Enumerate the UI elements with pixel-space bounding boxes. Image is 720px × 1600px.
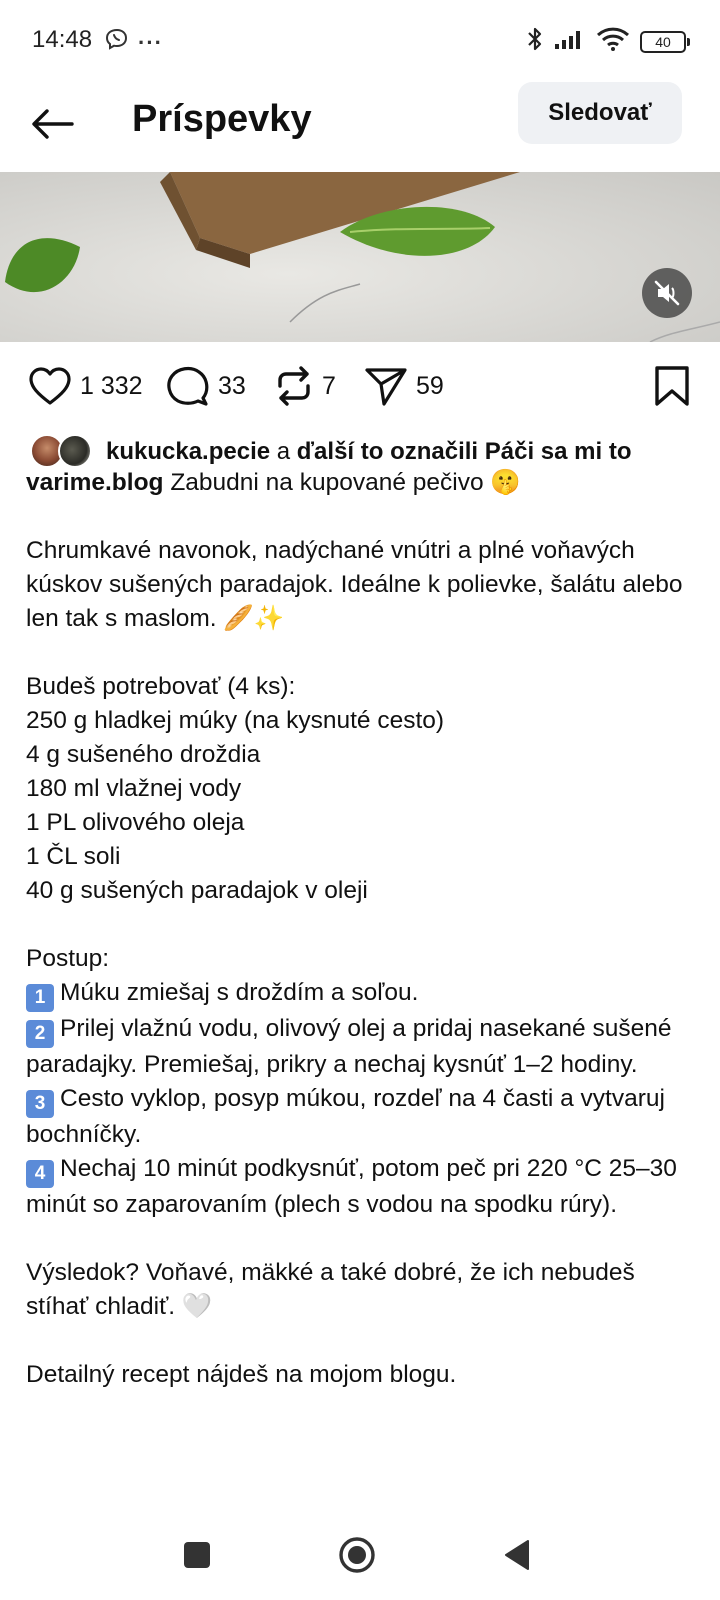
liked-by-username[interactable]: kukucka.pecie <box>106 438 271 465</box>
comment-count: 33 <box>218 371 246 400</box>
repost-button[interactable] <box>274 358 336 414</box>
caption-line: Výsledok? Voňavé, mäkké a také dobré, že ich nebudeš stíhať chladiť. 🤍 <box>26 1259 635 1320</box>
system-back-button[interactable] <box>492 1530 542 1580</box>
status-right-icons <box>526 26 686 57</box>
caption-line <box>26 908 696 942</box>
save-button[interactable] <box>654 358 690 414</box>
caption-line: varime.blog Zabudni na kupované pečivo 🤫 <box>26 469 521 496</box>
repost-count: 7 <box>322 371 336 400</box>
step-line: 3 Cesto vyklop, posyp múkou, rozdeľ na 4 časti a vytvaruj bochníčky. <box>26 1085 665 1148</box>
status-left-icons <box>104 27 163 58</box>
home-circle-icon <box>338 1536 376 1574</box>
post-media-video[interactable] <box>0 172 720 342</box>
caption-line: 4 g sušeného droždia <box>26 741 261 768</box>
comment-bubble-icon <box>166 365 210 407</box>
avatar <box>58 434 92 468</box>
step-number-badge: 2 <box>26 1020 54 1048</box>
caption-line: 1 PL olivového oleja <box>26 809 245 836</box>
bookmark-icon <box>654 365 690 407</box>
battery-icon: 40 <box>640 31 686 53</box>
liked-by-connector: a <box>270 438 297 465</box>
caption-line: 250 g hladkej múky (na kysnuté cesto) <box>26 707 445 734</box>
back-triangle-icon <box>502 1538 532 1572</box>
home-button[interactable] <box>332 1530 382 1580</box>
caption-line <box>26 500 696 534</box>
top-app-bar <box>0 86 720 170</box>
heart-icon <box>28 366 72 406</box>
send-paper-plane-icon <box>364 365 408 407</box>
signal-icon <box>554 28 586 55</box>
bluetooth-icon <box>526 26 544 57</box>
caption-line: Postup: <box>26 945 110 972</box>
step-number-badge: 1 <box>26 984 54 1012</box>
repost-icon <box>274 364 314 408</box>
liked-by-others[interactable]: ďalší to označili Páči sa mi to <box>296 438 632 465</box>
caption-author[interactable]: varime.blog <box>26 469 164 496</box>
step-number-badge: 4 <box>26 1160 54 1188</box>
caption-line: Detailný recept nájdeš na mojom blogu. <box>26 1361 457 1388</box>
square-icon <box>182 1540 212 1570</box>
step-line: 2 Prilej vlažnú vodu, olivový olej a pridaj nasekané sušené paradajky. Premiešaj, prikry a nechaj kysnúť 1–2 hodiny. <box>26 1015 672 1078</box>
more-dots-icon: ··· <box>138 29 163 55</box>
video-frame-image <box>0 172 720 342</box>
status-bar <box>0 0 720 86</box>
post-actions <box>0 358 720 414</box>
caption-line <box>26 636 696 670</box>
caption-line: Budeš potrebovať (4 ks): <box>26 673 296 700</box>
page-title: Príspevky <box>132 98 312 140</box>
comment-button[interactable] <box>166 358 246 414</box>
mute-toggle-button[interactable] <box>642 268 692 318</box>
caption-line: 180 ml vlažnej vody <box>26 775 242 802</box>
liked-by-text <box>106 438 631 466</box>
back-arrow-button[interactable] <box>28 100 76 148</box>
step-line: 4 Nechaj 10 minút podkysnúť, potom peč pri 220 °C 25–30 minút so zaparovaním (plech s vodou na spodku rúry). <box>26 1155 677 1218</box>
like-count: 1 332 <box>80 371 143 400</box>
back-arrow-icon <box>30 108 74 140</box>
caption-line <box>26 1222 696 1256</box>
caption-line: 1 ČL soli <box>26 843 121 870</box>
step-number-badge: 3 <box>26 1090 54 1118</box>
follow-button[interactable]: Sledovať <box>518 82 682 144</box>
step-line: 1 Múku zmiešaj s droždím a soľou. <box>26 976 696 1012</box>
status-time: 14:48 <box>32 26 93 53</box>
post-caption <box>26 466 696 1392</box>
share-count: 59 <box>416 371 444 400</box>
wifi-icon <box>596 26 630 57</box>
share-button[interactable] <box>364 358 444 414</box>
recent-apps-button[interactable] <box>172 1530 222 1580</box>
like-button[interactable] <box>28 358 143 414</box>
caption-line: 40 g sušených paradajok v oleji <box>26 877 368 904</box>
viber-icon <box>104 27 130 58</box>
system-navigation-bar <box>0 1510 720 1600</box>
caption-line <box>26 1324 696 1358</box>
caption-line: Chrumkavé navonok, nadýchané vnútri a plné voňavých kúskov sušených paradajok. Ideálne k polievke, šalátu alebo len tak s maslom. 🥖✨ <box>26 537 683 632</box>
speaker-muted-icon <box>653 279 681 307</box>
